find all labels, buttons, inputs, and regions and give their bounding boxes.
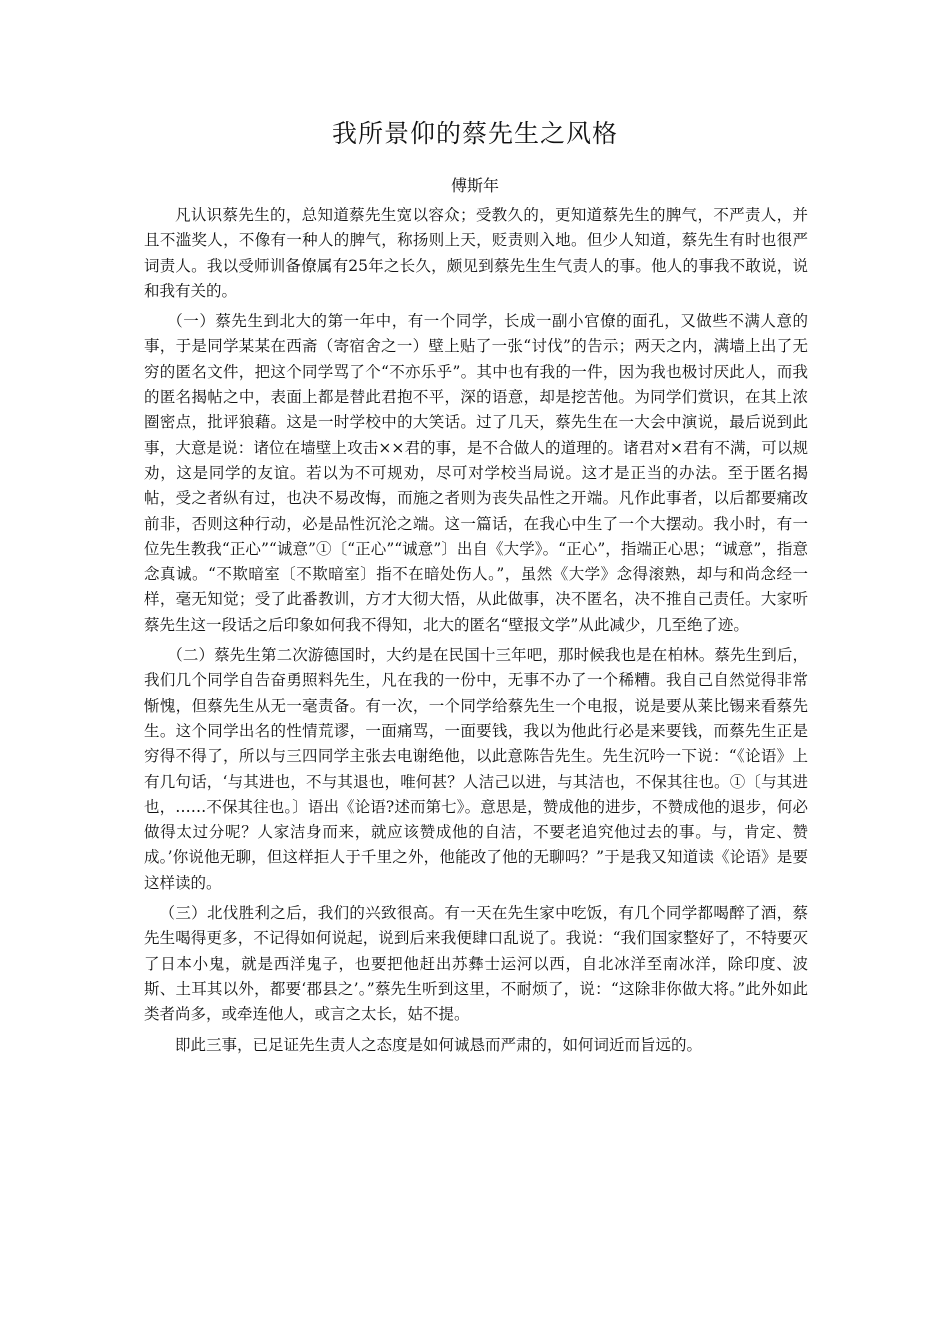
document-title: 我所景仰的蔡先生之风格 [331, 119, 618, 148]
paragraph-story-one: （一）蔡先生到北大的第一年中，有一个同学，长成一副小官僚的面孔，又做些不满人意的事，于是同学某某在西斋（寄宿舍之一）壁上贴了一张“讨伐”的告示；两天之内，满墙上出了无穷的匿名文件，把这个同学骂了个“不亦乐乎”。其中也有我的一件，因为我也极讨厌此人，而我的匿名揭帖之中，表面上都是替此君抱不平，深的语意，却是挖苦他。为同学们赏识，在其上浓圈密点，批评狼藉。这是一时学校中的大笑话。过了几天，蔡先生在一大会中演说，最后说到此事，大意是说：诸位在墙壁上攻击××君的事，是不合做人的道理的。诸君对×君有不满，可以规劝，这是同学的友谊。若以为不可规劝，尽可对学校当局说。这才是正当的办法。至于匿名揭帖，受之者纵有过，也决不易改悔，而施之者则为丧失品性之开端。凡作此事者，以后都要痛改前非，否则这种行动，必是品性沉沦之端。这一篇话，在我心中生了一个大摆动。我小时，有一位先生教我“正心”“诚意”①〔“正心”“诚意”〕出自《大学》。“正心”，指端正心思；“诚意”，指意念真诚。“不欺暗室〔不欺暗室〕指不在暗处伤人。”，虽然《大学》念得滚熟，却与和尚念经一样，毫无知觉；受了此番教训，方才大彻大悟，从此做事，决不匿名，决不推自己责任。大家听蔡先生这一段话之后印象如何我不得知，北大的匿名“壁报文学”从此减少，几至绝了迹。 [144, 312, 808, 634]
document-author: 傅斯年 [450, 176, 499, 195]
paragraph-story-three: （三）北伐胜利之后，我们的兴致很高。有一天在先生家中吃饭，有几个同学都喝醉了酒，蔡先生喝得更多，不记得如何说起，说到后来我便肆口乱说了。我说：“我们国家整好了，不特要灭了日本小鬼，就是西洋鬼子，也要把他赶出苏彝士运河以西，自北冰洋至南冰洋，除印度、波斯、土耳其以外，都要‘郡县之’。”蔡先生听到这里，不耐烦了，说：“这除非你做大将。”此外如此类者尚多，或牵连他人，或言之太长，姑不提。 [144, 904, 808, 1024]
paragraph-intro: 凡认识蔡先生的，总知道蔡先生宽以容众；受教久的，更知道蔡先生的脾气，不严责人，并且不滥奖人，不像有一种人的脾气，称扬则上天，贬责则入地。但少人知道，蔡先生有时也很严词责人。我以受师训备僚属有25年之长久，颇见到蔡先生生气责人的事。他人的事我不敢说，说和我有关的。 [144, 206, 808, 300]
paragraph-story-two: （二）蔡先生第二次游德国时，大约是在民国十三年吧，那时候我也是在柏林。蔡先生到后，我们几个同学自告奋勇照料先生，凡在我的一份中，无事不办了一个稀糟。我自己自然觉得非常惭愧，但蔡先生从无一毫责备。有一次，一个同学给蔡先生一个电报，说是要从莱比锡来看蔡先生。这个同学出名的性情荒谬，一面痛骂，一面要钱，我以为他此行必是来要钱，而蔡先生正是穷得不得了，所以与三四同学主张去电谢绝他，以此意陈告先生。先生沉吟一下说：“《论语》上有几句话，‘与其进也，不与其退也，唯何甚？人洁己以进，与其洁也，不保其往也。①〔与其进也，……不保其往也。〕语出《论语?述而第七》。意思是，赞成他的进步，不赞成他的退步，何必做得太过分呢？人家洁身而来，就应该赞成他的自洁，不要老追究他过去的事。与，肯定、赞成。’你说他无聊，但这样拒人于千里之外，他能改了他的无聊吗？”于是我又知道读《论语》是要这样读的。 [144, 646, 808, 892]
document-body [144, 203, 808, 1063]
paragraph-conclusion: 即此三事，已足证先生责人之态度是如何诚恳而严肃的，如何词近而旨远的。 [175, 1035, 703, 1054]
